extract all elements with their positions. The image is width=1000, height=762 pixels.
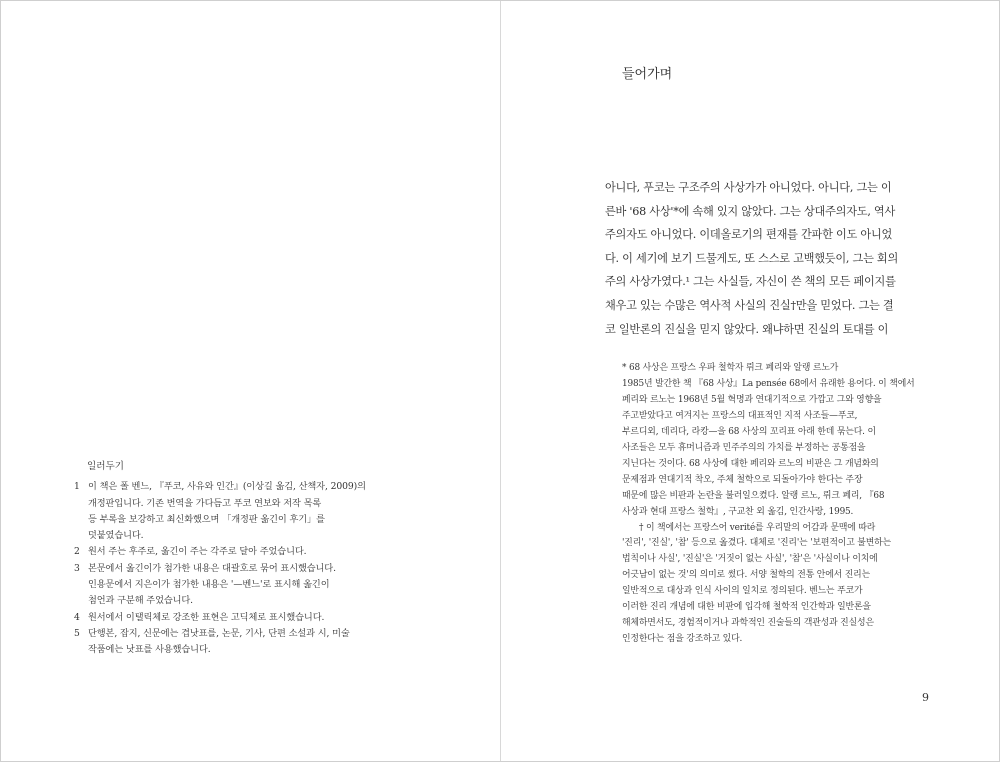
note-item bbox=[74, 610, 374, 626]
body-line: 아니다, 푸코는 구조주의 사상가가 아니었다. 아니다, 그는 이 bbox=[605, 181, 892, 194]
footnote-line: * 68 사상은 프랑스 우파 철학자 뤼크 페리와 알랭 르노가 bbox=[622, 363, 839, 373]
note-number: 4 bbox=[74, 611, 80, 623]
note-number: 2 bbox=[74, 546, 80, 558]
footnote-line: '진리', '진실', '참' 등으로 옮겼다. 대체로 '진리'는 '보편적이고 불변하는 bbox=[622, 538, 891, 549]
note-number: 3 bbox=[74, 562, 80, 574]
body-line: 코 일반론의 진실을 믿지 않았다. 왜냐하면 진실의 토대를 이 bbox=[605, 322, 889, 336]
footnote-line: 인정한다는 점을 강조하고 있다. bbox=[622, 634, 743, 645]
footnote-line: 일반적으로 대상과 인식 사이의 일치로 정의된다. 벤느는 푸코가 bbox=[622, 586, 863, 597]
footnote-line: 해체하면서도, 경험적이거나 과학적인 진술들의 객관성과 진실성은 bbox=[622, 618, 874, 629]
note-text: 단행본, 잡지, 신문에는 겹낫표를, 논문, 기사, 단편 소설과 시, 미술 작품에는 낫표를 사용했습니다. bbox=[88, 627, 350, 656]
note-number: 5 bbox=[74, 627, 80, 639]
footnote-line: 사조들은 모두 휴머니즘과 민주주의의 가치를 부정하는 공통점을 bbox=[622, 442, 866, 453]
body-line: 채우고 있는 수많은 역사적 사실의 진실†만을 믿었다. 그는 결 bbox=[605, 298, 894, 312]
footnote-line: 부르디외, 데리다, 라캉—을 68 사상의 꼬리표 아래 한데 묶는다. 이 bbox=[622, 426, 876, 437]
footnote-line: 사상과 현대 프랑스 철학』, 구교찬 외 옮김, 인간사랑, 1995. bbox=[622, 506, 854, 517]
body-line: 다. 이 세기에 보기 드물게도, 또 스스로 고백했듯이, 그는 회의 bbox=[605, 251, 899, 265]
note-item bbox=[74, 544, 374, 560]
note-item bbox=[74, 479, 374, 544]
footnote-line: 문제점과 연대기적 착오, 주체 철학으로 되돌아가야 한다는 주장 bbox=[622, 474, 863, 485]
footnote-line: 어긋남이 없는 것'의 의미로 썼다. 서양 철학의 전통 안에서 진리는 bbox=[622, 570, 871, 581]
page-gutter bbox=[500, 1, 501, 761]
footnote-line: 이러한 진리 개념에 대한 비판에 입각해 철학적 인간학과 일반론을 bbox=[622, 602, 871, 613]
footnote-line: 주고받았다고 여겨지는 프랑스의 대표적인 지적 사조들—푸코, bbox=[622, 410, 858, 421]
footnotes bbox=[622, 361, 922, 648]
note-item bbox=[74, 626, 374, 659]
note-item bbox=[74, 561, 374, 610]
footnote-line: † 이 책에서는 프랑스어 verité를 우리말의 어감과 문맥에 따라 bbox=[639, 522, 876, 533]
note-text: 원서 주는 후주로, 옮긴이 주는 각주로 달아 주었습니다. bbox=[88, 546, 307, 558]
note-text: 이 책은 폴 벤느, 『푸코, 사유와 인간』(이상길 옮김, 산책자, 2009)의 개정판입니다. 기존 번역을 가다듬고 푸코 연보와 저작 목록 등 부록을 보강하고 최신화했으며 「개정판 옮긴이 후기」를 덧붙였습니다. bbox=[88, 481, 366, 542]
editorial-notes bbox=[74, 459, 374, 659]
body-line: 주의 사상가였다.¹ 그는 사실들, 자신이 쓴 책의 모든 페이지를 bbox=[605, 275, 896, 289]
page-number: 9 bbox=[922, 691, 929, 704]
body-line: 른바 '68 사상'*에 속해 있지 않았다. 그는 상대주의자도, 역사 bbox=[605, 204, 896, 218]
notes-title: 일러두기 bbox=[87, 461, 125, 472]
chapter-title: 들어가며 bbox=[622, 67, 673, 82]
body-line: 주의자도 아니었다. 이데올로기의 편재를 간파한 이도 아니었 bbox=[605, 228, 893, 242]
footnote-line: 법칙이나 사실', '진실'은 '거짓이 없는 사실', '참'은 '사실이나 이치에 bbox=[622, 554, 878, 565]
footnote-line: 때문에 많은 비판과 논란을 불러일으켰다. 알랭 르노, 뤼크 페리, 『68 bbox=[622, 490, 885, 501]
body-text bbox=[605, 176, 937, 341]
note-text: 원서에서 이탤릭체로 강조한 표현은 고딕체로 표시했습니다. bbox=[88, 611, 325, 623]
note-number: 1 bbox=[74, 481, 80, 493]
note-text: 본문에서 옮긴이가 첨가한 내용은 대괄호로 묶어 표시했습니다. 인용문에서 지은이가 첨가한 내용은 '—벤느'로 표시해 옮긴이 첨언과 구분해 주었습니다. bbox=[88, 562, 336, 607]
footnote-line: 페리와 르노는 1968년 5월 혁명과 연대기적으로 가깝고 그와 영향을 bbox=[622, 394, 882, 405]
footnote-line: 1985년 발간한 책 『68 사상』La pensée 68에서 유래한 용어다. 이 책에서 bbox=[622, 378, 915, 389]
footnote-line: 지닌다는 것이다. 68 사상에 대한 페리와 르노의 비판은 그 개념화의 bbox=[622, 458, 879, 469]
